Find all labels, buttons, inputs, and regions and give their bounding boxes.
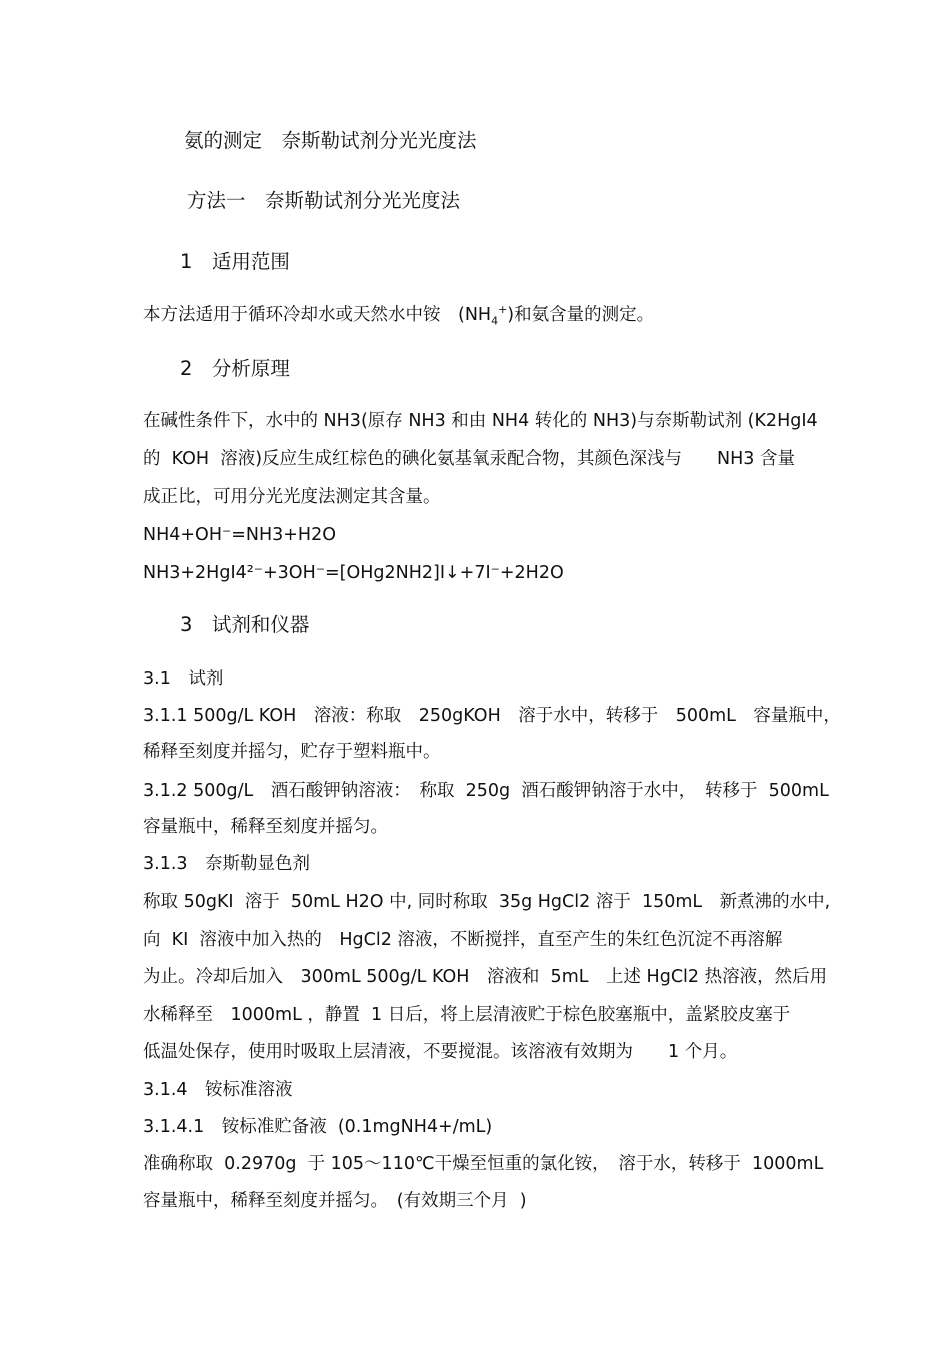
section-3-1-3-heading: 3.1.3 奈斯勒显色剂	[143, 854, 311, 874]
section-1-body-sup: +	[498, 303, 508, 317]
section-3-1-2-line-2: 容量瓶中，稀释至刻度并摇匀。	[143, 817, 388, 837]
section-3-1-3-line-4: 水稀释至 1000mL ，静置 1 日后，将上层清液贮于棕色胶塞瓶中，盖紧胶皮塞于	[143, 1005, 791, 1025]
equation-1: NH4+OH⁻=NH3+H2O	[143, 525, 336, 545]
section-3-1-3-line-5: 低温处保存，使用时吸取上层清液，不要搅混。该溶液有效期为 1 个月。	[143, 1042, 738, 1062]
equation-2: NH3+2HgI4²⁻+3OH⁻=[OHg2NH2]I↓+7I⁻+2H2O	[143, 563, 564, 583]
section-2-line-3: 成正比，可用分光光度法测定其含量。	[143, 487, 441, 507]
doc-title: 氨的测定 奈斯勒试剂分光光度法	[184, 129, 477, 152]
section-3-1-3-line-2: 向 KI 溶液中加入热的 HgCl2 溶液，不断搅拌，直至产生的朱红色沉淀不再溶解	[143, 930, 783, 950]
section-2-line-1: 在碱性条件下，水中的 NH3(原存 NH3 和由 NH4 转化的 NH3)与奈斯勒试剂 (K2HgI4	[143, 411, 818, 431]
section-2-heading: 2 分析原理	[180, 357, 290, 380]
section-3-1-1-line-1: 3.1.1 500g/L KOH 溶液：称取 250gKOH 溶于水中，转移于 500mL 容量瓶中，	[143, 706, 841, 726]
section-3-1-3-line-3: 为止。冷却后加入 300mL 500g/L KOH 溶液和 5mL 上述 HgCl2 热溶液，然后用	[143, 967, 828, 987]
section-3-1-4-1-line-1: 准确称取 0.2970g 于 105～110℃干燥至恒重的氯化铵， 溶于水，转移于 1000mL	[143, 1154, 824, 1174]
section-3-1-1-line-2: 稀释至刻度并摇匀，贮存于塑料瓶中。	[143, 742, 441, 762]
section-3-1-heading: 3.1 试剂	[143, 669, 224, 689]
section-3-1-4-1-line-2: 容量瓶中，稀释至刻度并摇匀。 (有效期三个月 )	[143, 1191, 527, 1211]
section-2-line-2: 的 KOH 溶液)反应生成红棕色的碘化氨基氧汞配合物，其颜色深浅与 NH3 含量	[143, 449, 795, 469]
section-1-heading: 1 适用范围	[180, 250, 290, 273]
section-3-1-3-line-1: 称取 50gKI 溶于 50mL H2O 中, 同时称取 35g HgCl2 溶于 150mL 新煮沸的水中,	[143, 892, 831, 912]
section-3-1-4-1-heading: 3.1.4.1 铵标准贮备液 (0.1mgNH4+/mL)	[143, 1117, 493, 1137]
method-title: 方法一 奈斯勒试剂分光光度法	[187, 189, 461, 212]
section-1-body-pre: 本方法适用于循环冷却水或天然水中铵 (NH	[143, 305, 492, 325]
section-1-body-sub: 4	[491, 314, 499, 328]
section-3-heading: 3 试剂和仪器	[180, 613, 310, 636]
section-3-1-2-line-1: 3.1.2 500g/L 酒石酸钾钠溶液： 称取 250g 酒石酸钾钠溶于水中， 转移于 500mL	[143, 781, 829, 801]
section-1-body	[143, 304, 654, 326]
section-1-body-post: )和氨含量的测定。	[507, 305, 655, 325]
section-3-1-4-heading: 3.1.4 铵标准溶液	[143, 1080, 293, 1100]
